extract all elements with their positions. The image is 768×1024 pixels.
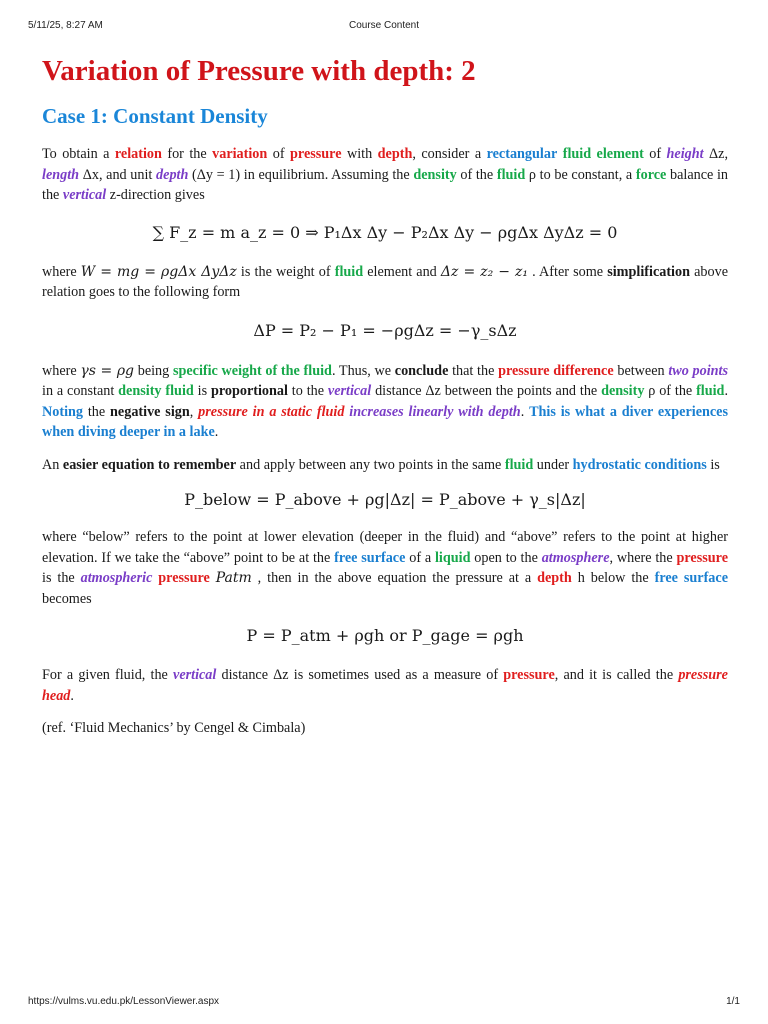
- equation-force-balance: ∑ F_z = m a_z = 0 ⇒ P₁Δx Δy − P₂Δx Δy − ρgΔx ΔyΔz = 0: [152, 222, 618, 242]
- print-footer: [28, 996, 740, 1010]
- page-title: Variation of Pressure with depth: 2: [42, 55, 476, 87]
- section-title: Case 1: Constant Density: [42, 104, 268, 128]
- equation-below-above: P_below = P_above + ρg|Δz| = P_above + γ_s|Δz|: [184, 490, 586, 509]
- paragraph-free-surface: where “below” refers to the point at lower elevation (deeper in the fluid) and “above” refers to the point at higher elevation. If we take the “above” point to be at the free surface of a liquid open to the atmosphere, where the pressure is the atmospheric pressure Patm , then in the above equation the pressure at a depth h below the free surface becomes: [42, 529, 728, 607]
- print-page-number: 1/1: [726, 996, 740, 1007]
- print-datetime: 5/11/25, 8:27 AM: [28, 20, 103, 31]
- paragraph-pressure-head: For a given fluid, the vertical distance Δz is sometimes used as a measure of pressure, and it is called the pressure head.: [42, 667, 728, 704]
- equation-pressure-difference: ΔP = P₂ − P₁ = −ρgΔz = −γ_sΔz: [253, 320, 517, 340]
- print-doc-title: Course Content: [348, 20, 420, 31]
- paragraph-easier-equation: An easier equation to remember and apply between any two points in the same fluid under hydrostatic conditions is: [42, 456, 720, 473]
- print-header: [28, 20, 740, 34]
- paragraph-specific-weight: where γs = ρg being specific weight of the fluid. Thus, we conclude that the pressure difference between two points in a constant density fluid is proportional to the vertical distance Δz between the points and the density ρ of the fluid. Noting the negative sign, pressure in a static fluid increases linearly with depth. This is what a diver experiences when diving deeper in a lake.: [42, 362, 729, 440]
- reference-note: (ref. ‘Fluid Mechanics’ by Cengel & Cimbala): [42, 720, 306, 736]
- print-url: https://vulms.vu.edu.pk/LessonViewer.aspx: [28, 996, 220, 1007]
- paragraph-intro: To obtain a relation for the variation of pressure with depth, consider a rectangular fluid element of height Δz, length Δx, and unit depth (Δy = 1) in equilibrium. Assuming the density of the fluid ρ to be constant, a force balance in the vertical z-direction gives: [42, 146, 729, 203]
- lesson-content: [42, 52, 728, 739]
- equation-gage-pressure: P = P_atm + ρgh or P_gage = ρgh: [246, 626, 524, 645]
- paragraph-weight: where W = mg = ρgΔx ΔyΔz is the weight of fluid element and Δz = z₂ − z₁ . After some simplification above relation goes to the following form: [42, 263, 728, 300]
